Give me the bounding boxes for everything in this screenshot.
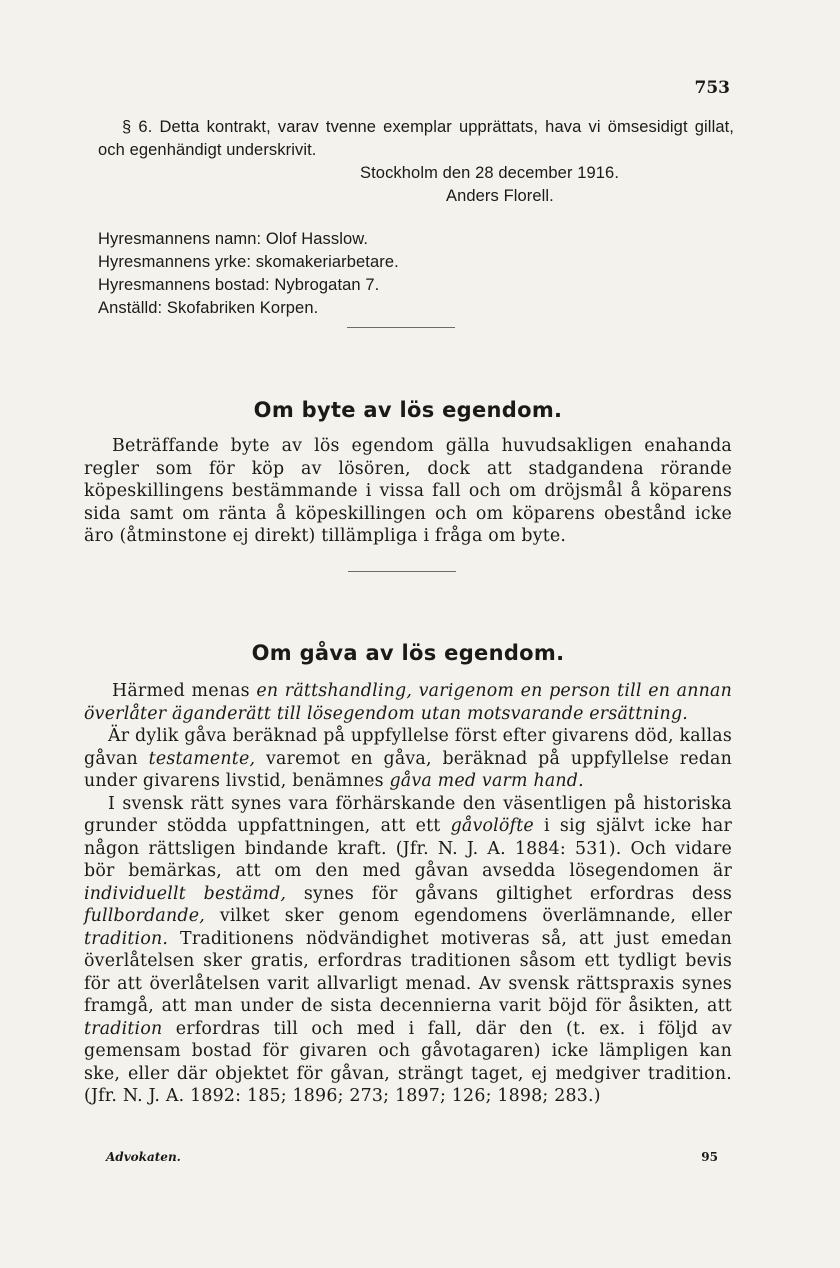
contract-closing-paragraph: § 6. Detta kontrakt, varav tvenne exemplar upprättats, hava vi ömsesidigt gillat, och egenhändigt underskrivit.	[98, 118, 734, 159]
tenant-info-label: Hyresmannens namn :	[98, 230, 266, 248]
section-divider	[347, 327, 455, 328]
contract-closing	[98, 116, 734, 320]
text-run: synes för gåvans giltighet erfordras dess	[286, 883, 732, 904]
page-number: 753	[694, 78, 730, 98]
text-run: Traditionens nödvändighet motiveras så, att just emedan överlåtelsen sker gratis, erfordras traditionen såsom ett tydligt bevis för att överlåtelsen varit allvarligt menad. Av svensk rättspraxis synes framgå, att man under de sista decennierna varit böjd för åsikten, att	[84, 928, 732, 1016]
tenant-info-row	[98, 274, 734, 297]
text-run: vilket sker genom egendomens överlämnande, eller	[204, 906, 732, 926]
tenant-info-label: Hyresmannens yrke :	[98, 253, 256, 271]
legal-term: gåvolöfte	[450, 816, 534, 836]
section-paragraph: Beträffande byte av lös egendom gälla huvudsakligen enahanda regler som för köp av lösören, dock att stadgandena rörande köpeskillingens bestämmande i vissa fall och om dröjsmål å köparens sida samt om ränta å köpeskillingen och om köparens obestånd icke äro (åtminstone ej direkt) tillämpliga i fråga om byte.	[84, 436, 732, 546]
text-run: I svensk rätt synes vara förhärskande den väsentligen på historiska grunder stödda uppfattningen, att ett	[84, 793, 732, 836]
section-heading: Om byte av lös egendom.	[253, 398, 563, 422]
tenant-info-value: Olof Hasslow.	[265, 230, 369, 248]
section-divider	[348, 571, 456, 572]
tenant-info-label: Anställd :	[98, 299, 167, 317]
gift-definition-paragraph	[84, 680, 732, 725]
tenant-info-label: Hyresmannens bostad :	[98, 276, 274, 294]
legal-term: tradition.	[84, 928, 169, 949]
tenant-info-row	[98, 251, 734, 274]
legal-term: testamente,	[148, 748, 256, 769]
legal-term: tradition	[84, 1018, 163, 1039]
contract-signer: Anders Florell.	[446, 187, 554, 205]
section-heading: Om gåva av lös egendom.	[251, 641, 565, 665]
section-gift	[84, 640, 732, 1108]
tenant-info-row	[98, 228, 734, 251]
text-run: i sig självt icke har någon rättsligen bindande kraft. (Jfr. N. J. A. 1884: 531). Och vidare bör bemärkas, att om den med gåvan avsedda lösegendomen är	[84, 816, 732, 881]
gift-law-paragraph	[84, 793, 732, 1108]
text-run: varemot en gåva, beräknad på uppfyllelse redan under givarens livstid, benämnes	[84, 748, 732, 791]
tenant-info-row	[98, 297, 734, 320]
legal-term: fullbordande,	[84, 906, 205, 926]
text-run: erfordras till och med i fall, där den (t. ex. i följd av gemensam bostad för givaren och gåvotagaren) icke lämpligen kan ske, eller där objektet för gåvan, strängt taget, ej medgiver tradition. (Jfr. N. J. A. 1892: 185; 1896; 273; 1897; 126; 1898; 283.)	[84, 1018, 732, 1106]
tenant-info-value: Skofabriken Korpen.	[166, 299, 319, 317]
sheet-number: 95	[701, 1150, 718, 1164]
text-run: Härmed menas	[112, 681, 257, 701]
legal-term: individuellt bestämd,	[84, 883, 287, 904]
section-exchange	[84, 397, 732, 548]
definition-text: en rättshandling, varigenom en person till en annan överlåter äganderätt till lösegendom utan motsvarande ersättning.	[84, 681, 732, 724]
footer-signature: Advokaten.	[106, 1150, 181, 1164]
text-run: Är dylik gåva beräknad på uppfyllelse först efter givarens död, kallas gåvan	[84, 726, 732, 769]
tenant-info-value: skomakeriarbetare.	[255, 253, 399, 271]
gift-types-paragraph	[84, 725, 732, 793]
tenant-info	[98, 228, 734, 320]
legal-term: gåva med varm hand.	[389, 771, 584, 791]
tenant-info-value: Nybrogatan 7.	[274, 276, 380, 294]
contract-place-date: Stockholm den 28 december 1916.	[360, 164, 620, 182]
